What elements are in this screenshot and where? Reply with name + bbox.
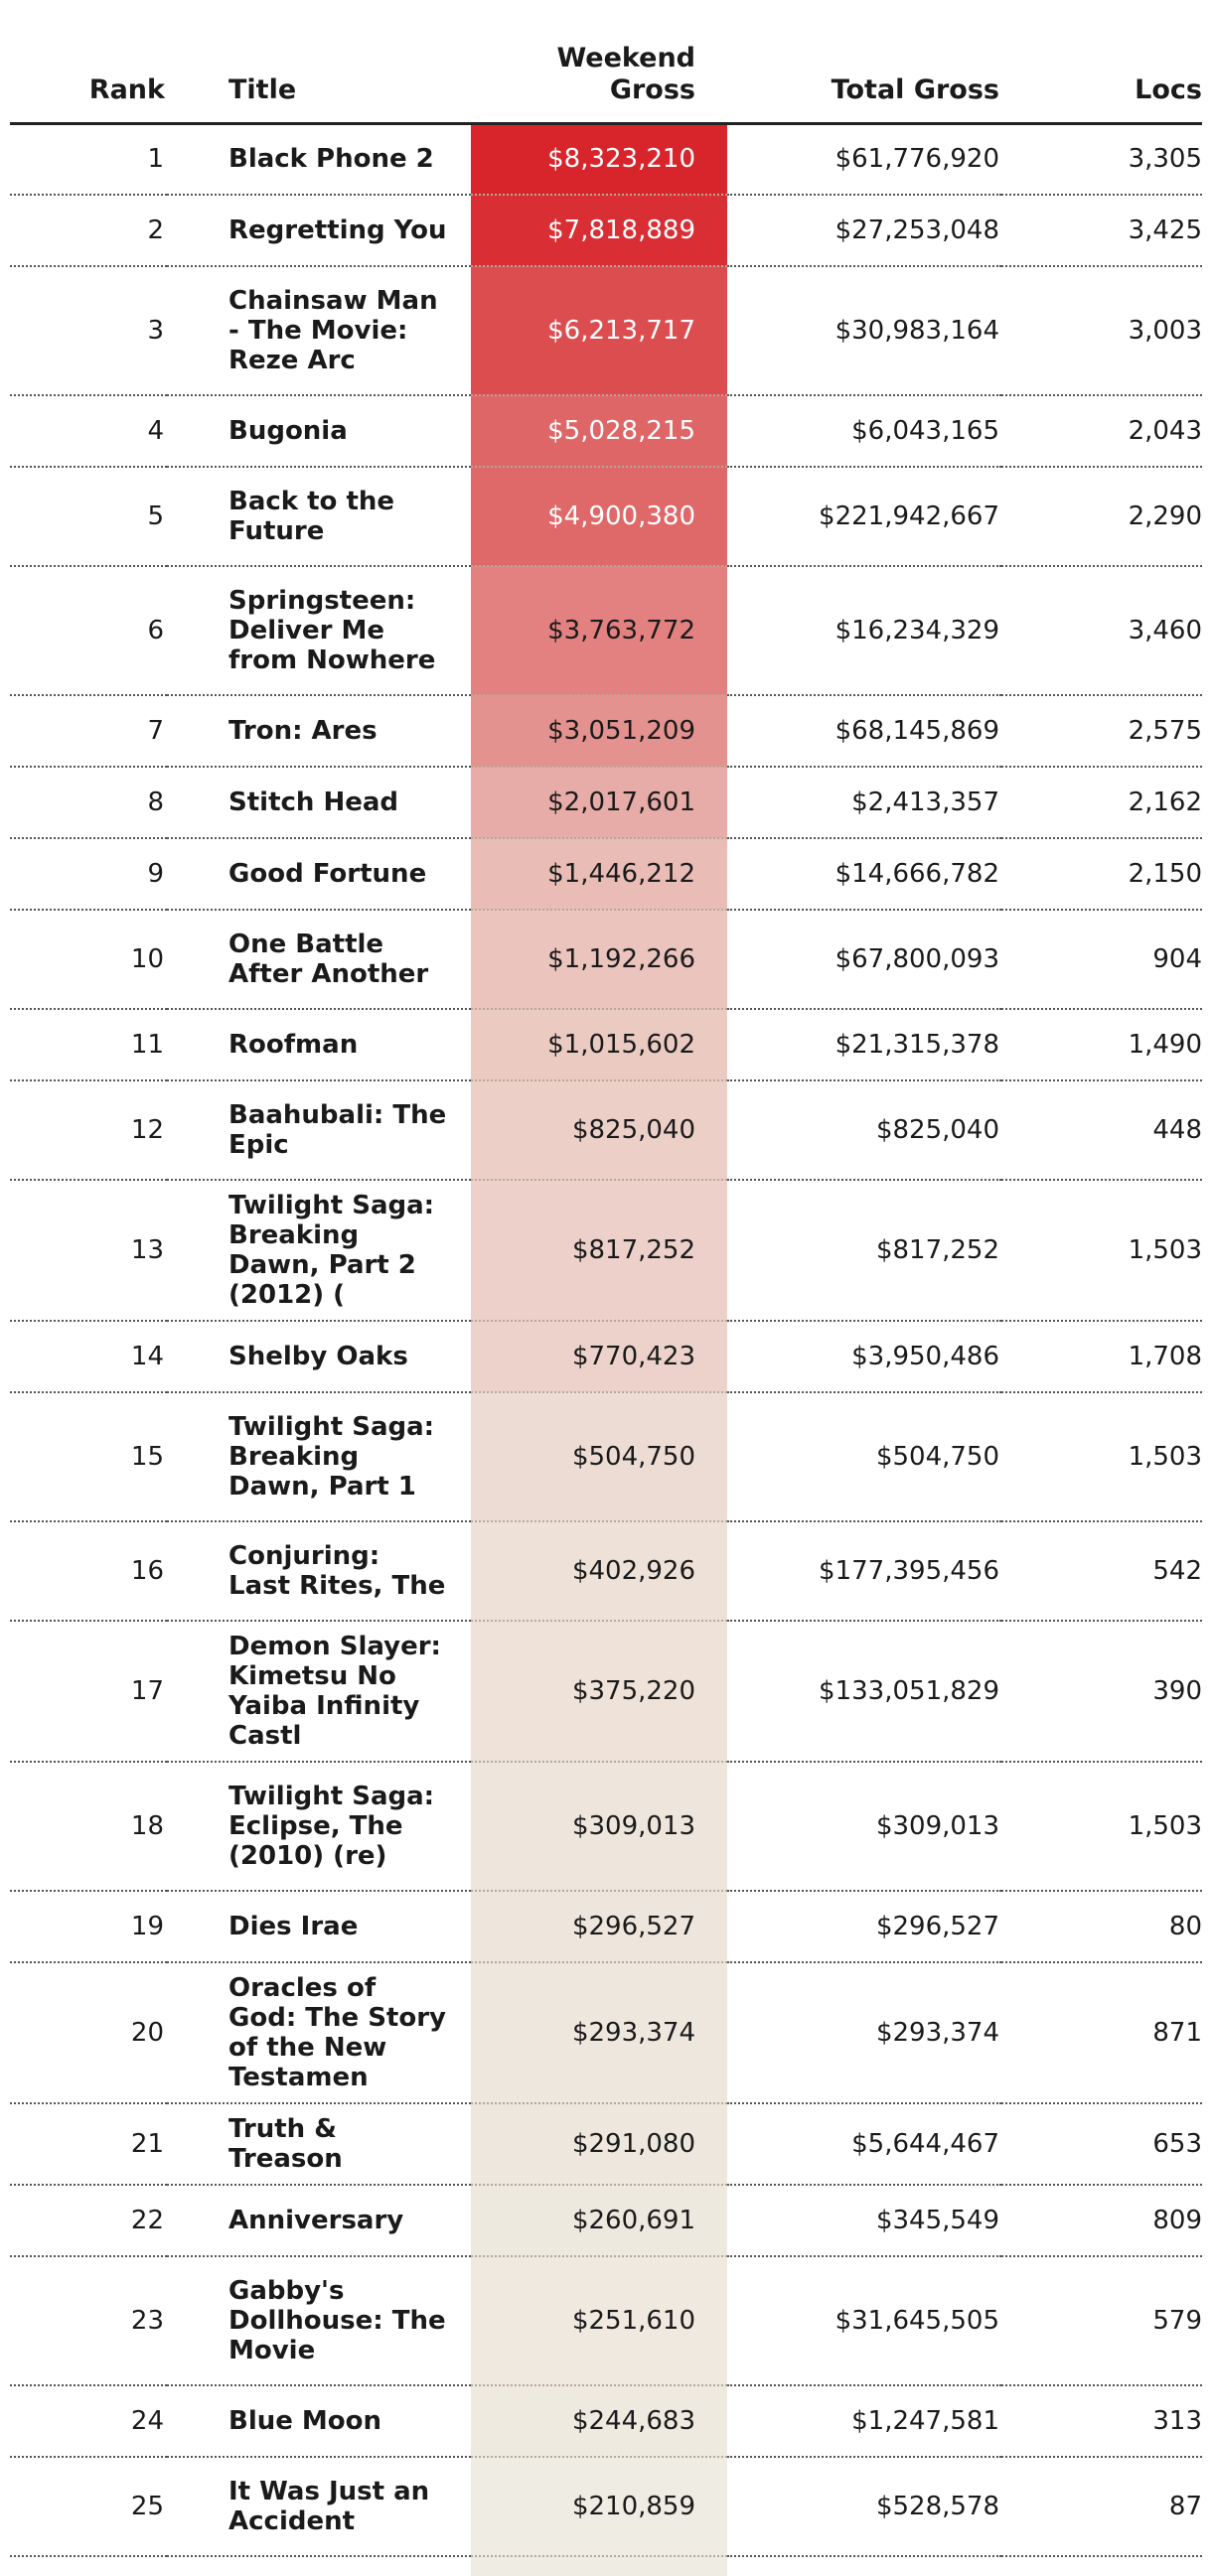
title-cell [167,695,471,767]
total-gross-cell: $293,374 [727,1962,1001,2103]
title-cell [167,1762,471,1891]
locs-cell: 3,425 [1001,195,1202,266]
title-cell [167,467,471,566]
title-cell [167,2457,471,2556]
movie-title: Regretting You [228,215,447,245]
rank-cell: 3 [10,266,167,395]
locs-cell: 1,490 [1001,1009,1202,1080]
weekend-gross-cell: $817,252 [471,1180,727,1321]
movie-title: One Battle After Another [228,930,429,989]
table-row [10,1521,1202,1621]
rank-cell: 2 [10,195,167,266]
movie-title: Chainsaw Man - The Movie: Reze Arc [228,286,438,375]
title-cell [167,910,471,1009]
movie-title: Twilight Saga: Breaking Dawn, Part 2 (2012) ( [228,1191,435,1310]
rank-cell: 6 [10,566,167,695]
weekend-gross-cell: $210,859 [471,2457,727,2556]
rank-cell: 12 [10,1080,167,1180]
locs-cell: 653 [1001,2103,1202,2185]
movie-title: Stitch Head [228,787,399,817]
total-gross-cell: $504,750 [727,1392,1001,1521]
weekend-gross-cell: $7,818,889 [471,195,727,266]
rank-cell: 18 [10,1762,167,1891]
rank-cell: 11 [10,1009,167,1080]
movie-title: Twilight Saga: Breaking Dawn, Part 1 [228,1412,435,1502]
table-row [10,695,1202,767]
total-gross-cell: $528,578 [727,2457,1001,2556]
rank-cell: 5 [10,467,167,566]
locs-cell: 542 [1001,1521,1202,1621]
total-gross-cell: $825,040 [727,1080,1001,1180]
title-cell [167,2385,471,2457]
locs-cell: 80 [1001,1891,1202,1962]
total-gross-cell: $3,950,486 [727,1321,1001,1392]
title-cell [167,1321,471,1392]
title-cell [167,1621,471,1762]
table-row [10,266,1202,395]
movie-title: Demon Slayer: Kimetsu No Yaiba Infinity Castl [228,1632,441,1751]
movie-title: Tron: Ares [228,716,378,746]
title-cell [167,2103,471,2185]
locs-cell: 3,460 [1001,566,1202,695]
movie-title: Shelby Oaks [228,1342,408,1371]
title-cell [167,1180,471,1321]
table-row [10,2256,1202,2385]
total-gross-cell: $296,527 [727,1891,1001,1962]
locs-cell: 579 [1001,2256,1202,2385]
locs-cell: 2,043 [1001,395,1202,467]
column-header-weekend-gross: Weekend Gross [471,0,727,123]
locs-cell: 87 [1001,2457,1202,2556]
rank-cell: 24 [10,2385,167,2457]
table-row [10,767,1202,838]
total-gross-cell: $30,983,164 [727,266,1001,395]
title-cell [167,767,471,838]
table-row [10,123,1202,195]
movie-title: Anniversary [228,2206,404,2235]
weekend-gross-cell: $4,900,380 [471,467,727,566]
weekend-gross-cell: $375,220 [471,1621,727,1762]
movie-title: Truth & Treason [228,2114,343,2174]
rank-cell: 19 [10,1891,167,1962]
table-body [10,123,1202,2556]
rank-cell: 13 [10,1180,167,1321]
title-cell [167,195,471,266]
total-gross-cell: $1,247,581 [727,2385,1001,2457]
total-gross-cell: $5,644,467 [727,2103,1001,2185]
title-cell [167,1080,471,1180]
weekend-gross-cell: $296,527 [471,1891,727,1962]
locs-cell: 2,150 [1001,838,1202,910]
title-cell [167,123,471,195]
weekend-gross-cell: $251,610 [471,2256,727,2385]
rank-cell: 22 [10,2185,167,2256]
box-office-table [10,0,1202,2557]
total-gross-cell: $133,051,829 [727,1621,1001,1762]
total-gross-cell: $27,253,048 [727,195,1001,266]
rank-cell: 10 [10,910,167,1009]
rank-cell: 4 [10,395,167,467]
locs-cell: 1,708 [1001,1321,1202,1392]
rank-cell: 14 [10,1321,167,1392]
movie-title: It Was Just an Accident [228,2477,430,2536]
table-row [10,1009,1202,1080]
title-cell [167,1962,471,2103]
table-row [10,395,1202,467]
rank-cell: 17 [10,1621,167,1762]
table-row [10,2103,1202,2185]
rank-cell: 21 [10,2103,167,2185]
rank-cell: 1 [10,123,167,195]
locs-cell: 1,503 [1001,1392,1202,1521]
weekend-gross-cell: $1,446,212 [471,838,727,910]
weekend-gross-cell: $770,423 [471,1321,727,1392]
table-row [10,910,1202,1009]
locs-cell: 904 [1001,910,1202,1009]
weekend-gross-cell: $504,750 [471,1392,727,1521]
movie-title: Springsteen: Deliver Me from Nowhere [228,586,436,675]
movie-title: Oracles of God: The Story of the New Testamen [228,1973,446,2092]
title-cell [167,2185,471,2256]
table-row [10,838,1202,910]
title-cell [167,1891,471,1962]
movie-title: Bugonia [228,416,348,446]
locs-cell: 1,503 [1001,1762,1202,1891]
rank-cell: 25 [10,2457,167,2556]
table-row [10,1891,1202,1962]
rank-cell: 7 [10,695,167,767]
table-row [10,1080,1202,1180]
movie-title: Black Phone 2 [228,144,434,175]
movie-title: Dies Irae [228,1912,359,1941]
total-gross-cell: $14,666,782 [727,838,1001,910]
table-row [10,1621,1202,1762]
total-gross-cell: $6,043,165 [727,395,1001,467]
weekend-gross-cell: $1,192,266 [471,910,727,1009]
locs-cell: 809 [1001,2185,1202,2256]
movie-title: Baahubali: The Epic [228,1100,447,1160]
title-cell [167,1521,471,1621]
weekend-gross-cell: $825,040 [471,1080,727,1180]
table-row [10,2185,1202,2256]
total-gross-cell: $16,234,329 [727,566,1001,695]
total-gross-cell: $345,549 [727,2185,1001,2256]
title-cell [167,395,471,467]
total-gross-cell: $21,315,378 [727,1009,1001,1080]
weekend-gross-cell: $3,763,772 [471,566,727,695]
locs-cell: 3,305 [1001,123,1202,195]
movie-title: Back to the Future [228,487,395,546]
total-gross-cell: $31,645,505 [727,2256,1001,2385]
weekend-gross-cell: $293,374 [471,1962,727,2103]
locs-cell: 3,003 [1001,266,1202,395]
rank-cell: 20 [10,1962,167,2103]
total-gross-cell: $67,800,093 [727,910,1001,1009]
weekend-gross-cell: $1,015,602 [471,1009,727,1080]
weekend-gross-cell: $2,017,601 [471,767,727,838]
movie-title: Good Fortune [228,859,427,889]
column-header-locs: Locs [1001,0,1202,123]
locs-cell: 871 [1001,1962,1202,2103]
table-row [10,566,1202,695]
locs-cell: 2,575 [1001,695,1202,767]
weekend-gross-cell: $309,013 [471,1762,727,1891]
weekend-gross-cell: $8,323,210 [471,123,727,195]
table-row [10,2385,1202,2457]
weekend-gross-cell: $3,051,209 [471,695,727,767]
table-header [10,0,1202,123]
table-row [10,1962,1202,2103]
total-gross-cell: $68,145,869 [727,695,1001,767]
table-row [10,2457,1202,2556]
total-gross-cell: $221,942,667 [727,467,1001,566]
column-header-rank: Rank [10,0,167,123]
total-gross-cell: $61,776,920 [727,123,1001,195]
locs-cell: 1,503 [1001,1180,1202,1321]
weekend-gross-cell: $244,683 [471,2385,727,2457]
table-row [10,467,1202,566]
locs-cell: 2,290 [1001,467,1202,566]
movie-title: Conjuring: Last Rites, The [228,1541,446,1601]
total-gross-cell: $2,413,357 [727,767,1001,838]
weekend-gross-cell: $291,080 [471,2103,727,2185]
locs-cell: 448 [1001,1080,1202,1180]
column-header-title: Title [167,0,471,123]
total-gross-cell: $309,013 [727,1762,1001,1891]
locs-cell: 390 [1001,1621,1202,1762]
title-cell [167,566,471,695]
table-row [10,1762,1202,1891]
weekend-gross-cell: $260,691 [471,2185,727,2256]
table-row [10,1321,1202,1392]
rank-cell: 8 [10,767,167,838]
locs-cell: 2,162 [1001,767,1202,838]
movie-title: Twilight Saga: Eclipse, The (2010) (re) [228,1782,435,1871]
rank-cell: 23 [10,2256,167,2385]
table-row [10,1180,1202,1321]
total-gross-cell: $817,252 [727,1180,1001,1321]
title-cell [167,838,471,910]
movie-title: Gabby's Dollhouse: The Movie [228,2276,446,2365]
rank-cell: 16 [10,1521,167,1621]
title-cell [167,1009,471,1080]
column-header-total-gross: Total Gross [727,0,1001,123]
table-row [10,195,1202,266]
total-gross-cell: $177,395,456 [727,1521,1001,1621]
title-cell [167,266,471,395]
movie-title: Blue Moon [228,2406,382,2436]
rank-cell: 15 [10,1392,167,1521]
weekend-gross-cell: $402,926 [471,1521,727,1621]
header-row [10,0,1202,123]
table-row [10,1392,1202,1521]
locs-cell: 313 [1001,2385,1202,2457]
weekend-gross-cell: $5,028,215 [471,395,727,467]
weekend-gross-cell: $6,213,717 [471,266,727,395]
rank-cell: 9 [10,838,167,910]
title-cell [167,1392,471,1521]
title-cell [167,2256,471,2385]
movie-title: Roofman [228,1030,359,1060]
